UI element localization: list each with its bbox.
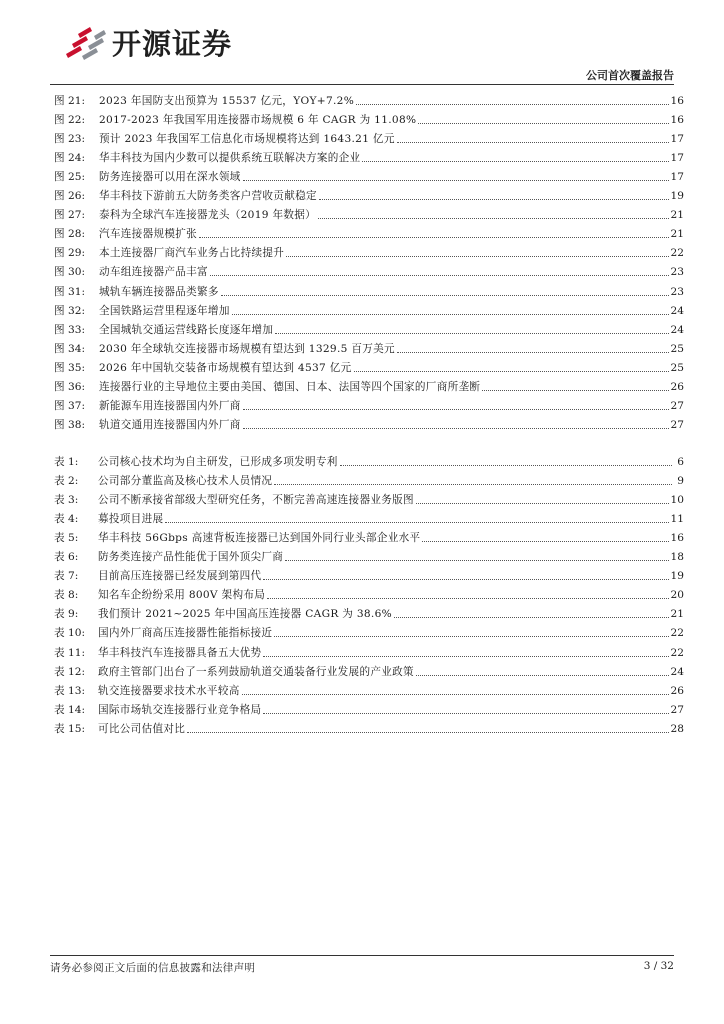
leader-dots: [263, 712, 668, 714]
leader-dots: [397, 351, 669, 353]
table-entry-label: 表 6:: [54, 551, 79, 564]
figure-entry-label: 图 24:: [54, 152, 86, 165]
table-entry[interactable]: [54, 545, 684, 564]
leader-dots: [199, 236, 668, 238]
header-divider: [50, 84, 674, 85]
figure-entry[interactable]: [54, 279, 684, 298]
figure-entry-label: 图 30:: [54, 266, 86, 279]
table-entry-page: 24: [670, 665, 684, 678]
figure-index: [54, 89, 684, 432]
table-entry[interactable]: [54, 602, 684, 621]
figure-entry[interactable]: [54, 299, 684, 318]
table-entry[interactable]: [54, 564, 684, 583]
figure-entry-label: 图 26:: [54, 190, 86, 203]
table-entry-title: 可比公司估值对比: [98, 722, 186, 735]
table-entry-title: 公司核心技术均为自主研发，已形成多项发明专利: [98, 456, 338, 469]
table-entry-label: 表 14:: [54, 703, 86, 716]
table-entry-label: 表 8:: [54, 589, 79, 602]
figure-entry-title: 2030 年全球轨交连接器市场规模有望达到 1329.5 百万美元: [99, 342, 395, 355]
figure-entry-title: 城轨车辆连接器品类繁多: [99, 285, 219, 298]
leader-dots: [318, 217, 668, 219]
table-entry-page: 16: [670, 532, 684, 545]
figure-entry[interactable]: [54, 356, 684, 375]
leader-dots: [340, 464, 672, 466]
table-entry-label: 表 10:: [54, 627, 86, 640]
figure-entry-label: 图 32:: [54, 304, 86, 317]
leader-dots: [267, 597, 668, 599]
table-entry-title: 政府主管部门出台了一系列鼓励轨道交通装备行业发展的产业政策: [98, 665, 414, 678]
table-entry-page: 22: [670, 627, 684, 640]
leader-dots: [274, 483, 672, 485]
figure-entry[interactable]: [54, 146, 684, 165]
table-entry[interactable]: [54, 698, 684, 717]
figure-entry-page: 17: [670, 152, 684, 165]
table-entry-title: 公司不断承接省部级大型研究任务，不断完善高速连接器业务版图: [98, 494, 414, 507]
leader-dots: [394, 616, 669, 618]
table-entry-page: 26: [670, 684, 684, 697]
figure-entry[interactable]: [54, 203, 684, 222]
table-entry-page: 10: [670, 494, 684, 507]
figure-entry-title: 汽车连接器规模扩张: [99, 228, 198, 241]
table-entry[interactable]: [54, 660, 684, 679]
figure-entry-title: 全国铁路运营里程逐年增加: [99, 304, 230, 317]
figure-entry-title: 华丰科技为国内少数可以提供系统互联解决方案的企业: [99, 152, 361, 165]
figure-entry[interactable]: [54, 108, 684, 127]
kaiyuan-logo-icon: [60, 24, 108, 64]
figure-entry-page: 22: [670, 247, 684, 260]
table-entry-label: 表 4:: [54, 513, 79, 526]
leader-dots: [263, 655, 668, 657]
table-entry[interactable]: [54, 526, 684, 545]
figure-entry[interactable]: [54, 184, 684, 203]
figure-entry-page: 27: [670, 399, 684, 412]
figure-entry-title: 防务连接器可以用在深水领域: [99, 171, 241, 184]
figure-entry-title: 本土连接器厂商汽车业务占比持续提升: [99, 247, 285, 260]
logo-text: 开源证券: [112, 27, 233, 61]
table-entry-page: 22: [670, 646, 684, 659]
table-entry-page: 11: [670, 513, 684, 526]
table-entry[interactable]: [54, 717, 684, 736]
leader-dots: [210, 274, 669, 276]
figure-entry-title: 泰科为全球汽车连接器龙头（2019 年数据）: [99, 209, 317, 222]
figure-entry[interactable]: [54, 260, 684, 279]
table-entry-title: 知名车企纷纷采用 800V 架构布局: [98, 589, 266, 602]
figure-entry-page: 21: [670, 209, 684, 222]
leader-dots: [243, 179, 669, 181]
figure-entry-page: 16: [670, 114, 684, 127]
figure-entry-label: 图 37:: [54, 399, 86, 412]
figure-entry-title: 新能源车用连接器国内外厂商: [99, 399, 241, 412]
figure-entry[interactable]: [54, 89, 684, 108]
figure-entry-title: 2023 年国防支出预算为 15537 亿元，YOY+7.2%: [99, 95, 355, 108]
leader-dots: [243, 408, 669, 410]
figure-entry-label: 图 25:: [54, 171, 86, 184]
table-entry-title: 国内外厂商高压连接器性能指标接近: [98, 627, 273, 640]
table-entry-page: 20: [670, 589, 684, 602]
table-entry-title: 防务类连接产品性能优于国外顶尖厂商: [98, 551, 284, 564]
table-entry-title: 轨交连接器要求技术水平较高: [98, 684, 240, 697]
figure-entry-label: 图 28:: [54, 228, 86, 241]
figure-entry[interactable]: [54, 337, 684, 356]
figure-entry[interactable]: [54, 413, 684, 432]
table-entry-page: 9: [677, 475, 684, 488]
figure-entry-page: 26: [670, 380, 684, 393]
figure-entry-label: 图 23:: [54, 133, 86, 146]
table-index: [54, 450, 684, 736]
table-entry[interactable]: [54, 507, 684, 526]
figure-entry[interactable]: [54, 241, 684, 260]
figure-entry-label: 图 38:: [54, 418, 86, 431]
figure-entry-page: 17: [670, 133, 684, 146]
table-entry-label: 表 13:: [54, 684, 86, 697]
figure-entry-page: 17: [670, 171, 684, 184]
table-entry[interactable]: [54, 621, 684, 640]
figure-entry-page: 25: [670, 361, 684, 374]
figure-entry-title: 全国城轨交通运营线路长度逐年增加: [99, 323, 274, 336]
leader-dots: [221, 294, 669, 296]
figure-entry[interactable]: [54, 165, 684, 184]
leader-dots: [275, 332, 668, 334]
figure-entry-title: 连接器行业的主导地位主要由美国、德国、日本、法国等四个国家的厂商所垄断: [99, 380, 481, 393]
figure-entry[interactable]: [54, 127, 684, 146]
figure-entry-label: 图 33:: [54, 323, 86, 336]
figure-entry-page: 21: [670, 228, 684, 241]
table-entry-label: 表 15:: [54, 722, 86, 735]
table-entry-title: 华丰科技汽车连接器具备五大优势: [98, 646, 262, 659]
leader-dots: [285, 559, 668, 561]
figure-entry-title: 2026 年中国轨交装备市场规模有望达到 4537 亿元: [99, 361, 352, 374]
leader-dots: [187, 731, 668, 733]
leader-dots: [362, 160, 668, 162]
table-entry-page: 19: [670, 570, 684, 583]
leader-dots: [242, 693, 669, 695]
table-entry-title: 募投项目进展: [98, 513, 164, 526]
table-entry-label: 表 7:: [54, 570, 79, 583]
figure-entry-title: 预计 2023 年我国军工信息化市场规模将达到 1643.21 亿元: [99, 133, 395, 146]
figure-entry[interactable]: [54, 375, 684, 394]
table-entry[interactable]: [54, 679, 684, 698]
figure-entry-page: 27: [670, 418, 684, 431]
report-type: 公司首次覆盖报告: [586, 69, 674, 82]
company-logo: [60, 24, 232, 64]
table-entry-label: 表 3:: [54, 494, 79, 507]
table-entry[interactable]: [54, 488, 684, 507]
figure-entry-page: 23: [670, 285, 684, 298]
page-number: 3 / 32: [643, 960, 674, 972]
figure-entry-label: 图 31:: [54, 285, 86, 298]
leader-dots: [286, 255, 668, 257]
leader-dots: [263, 578, 668, 580]
table-entry-page: 28: [670, 722, 684, 735]
table-entry-label: 表 11:: [54, 646, 86, 659]
leader-dots: [482, 389, 668, 391]
figure-entry-page: 24: [670, 304, 684, 317]
leader-dots: [274, 635, 668, 637]
figure-entry-title: 动车组连接器产品丰富: [99, 266, 208, 279]
table-entry-title: 华丰科技 56Gbps 高速背板连接器已达到国外同行业头部企业水平: [98, 532, 421, 545]
figure-entry-page: 23: [670, 266, 684, 279]
figure-entry-label: 图 36:: [54, 380, 86, 393]
figure-entry-page: 19: [670, 190, 684, 203]
figure-entry[interactable]: [54, 394, 684, 413]
table-entry[interactable]: [54, 450, 684, 469]
figure-entry-label: 图 29:: [54, 247, 86, 260]
figure-entry-label: 图 34:: [54, 342, 86, 355]
table-entry-label: 表 12:: [54, 665, 86, 678]
figure-entry-label: 图 35:: [54, 361, 86, 374]
table-entry[interactable]: [54, 640, 684, 659]
leader-dots: [397, 141, 669, 143]
figure-entry-title: 华丰科技下游前五大防务类客户营收贡献稳定: [99, 190, 317, 203]
footer-divider: [50, 955, 674, 956]
leader-dots: [319, 198, 669, 200]
leader-dots: [418, 122, 668, 124]
figure-entry-page: 25: [670, 342, 684, 355]
figure-entry-title: 轨道交通用连接器国内外厂商: [99, 418, 241, 431]
figure-entry-label: 图 21:: [54, 95, 86, 108]
table-entry-label: 表 2:: [54, 475, 79, 488]
table-entry-label: 表 5:: [54, 532, 79, 545]
table-entry[interactable]: [54, 469, 684, 488]
leader-dots: [165, 521, 668, 523]
leader-dots: [416, 674, 669, 676]
table-entry-title: 国际市场轨交连接器行业竞争格局: [98, 703, 262, 716]
figure-entry-page: 24: [670, 323, 684, 336]
leader-dots: [422, 540, 668, 542]
leader-dots: [356, 103, 668, 105]
table-entry-title: 目前高压连接器已经发展到第四代: [98, 570, 262, 583]
table-entry-page: 27: [670, 703, 684, 716]
table-entry-title: 我们预计 2021~2025 年中国高压连接器 CAGR 为 38.6%: [98, 608, 393, 621]
leader-dots: [416, 502, 669, 504]
figure-entry-label: 图 22:: [54, 114, 86, 127]
figure-entry[interactable]: [54, 318, 684, 337]
table-entry-title: 公司部分董监高及核心技术人员情况: [98, 475, 273, 488]
leader-dots: [354, 370, 669, 372]
table-entry-label: 表 9:: [54, 608, 79, 621]
figure-entry-title: 2017-2023 年我国军用连接器市场规模 6 年 CAGR 为 11.08%: [99, 114, 417, 127]
table-entry-page: 6: [677, 456, 684, 469]
figure-entry-label: 图 27:: [54, 209, 86, 222]
table-entry-label: 表 1:: [54, 456, 79, 469]
figure-entry-page: 16: [670, 95, 684, 108]
leader-dots: [232, 313, 669, 315]
table-entry[interactable]: [54, 583, 684, 602]
table-entry-page: 21: [670, 608, 684, 621]
figure-entry[interactable]: [54, 222, 684, 241]
footer-disclaimer: 请务必参阅正文后面的信息披露和法律声明: [50, 962, 256, 974]
table-entry-page: 18: [670, 551, 684, 564]
leader-dots: [243, 427, 669, 429]
